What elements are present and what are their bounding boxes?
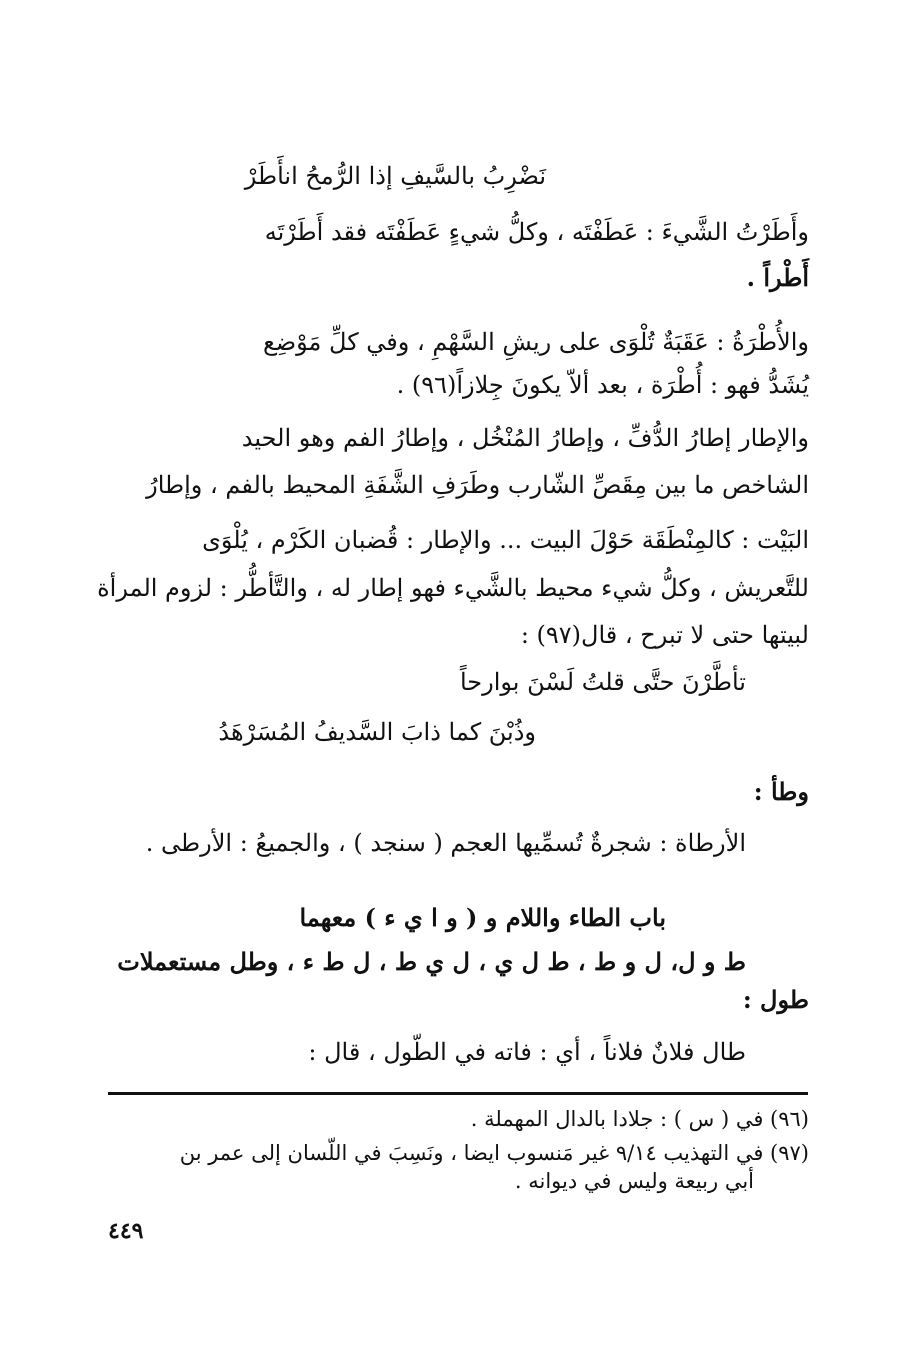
footnote: (٩٦) في ( س ) : جلادا بالدال المهملة .	[470, 1107, 809, 1131]
verse-line: وذُبْنَ كما ذابَ السَّديفُ المُسَرْهَدُ	[218, 718, 536, 746]
paragraph-line: لبيتها حتى لا تبرح ، قال(٩٧) :	[520, 621, 809, 649]
paragraph-line: أَطْراً .	[746, 263, 809, 292]
paragraph-line: يُشَدُّ فهو : أُطْرَة ، بعد ألاّ يكونَ جِلازاً(٩٦) .	[396, 371, 809, 399]
paragraph-line: الأرطاة : شجرةٌ تُسمِّيها العجم ( سنجد ) ، والجميعُ : الأرطى .	[145, 829, 746, 857]
paragraph-line: طال فلانٌ فلاناً ، أي : فاته في الطّول ، قال :	[308, 1038, 746, 1066]
paragraph-line: وأَطَرْتُ الشَّيءَ : عَطَفْتَه ، وكلُّ شيءٍ عَطَفْتَه فقد أَطَرْتَه	[264, 218, 809, 246]
verse-line: تأطَّرْنَ حتَّى قلتُ لَسْنَ بوارحاً	[459, 668, 746, 696]
footnote-divider	[108, 1092, 808, 1095]
chapter-subtitle: ط و ل، ل و ط ، ط ل ي ، ل ي ط ، ل ط ء ، وطل مستعملات	[117, 947, 746, 976]
paragraph-line: والأُطْرَةُ : عَقَبَةٌ تُلْوَى على ريشِ السَّهْمِ ، وفي كلِّ مَوْضِع	[263, 328, 809, 356]
entry-heading: طول :	[742, 985, 809, 1014]
chapter-title: باب الطاء واللام و ( و ا ي ء ) معهما	[299, 903, 666, 932]
paragraph-line: الشاخص ما بين مِقَصِّ الشّارب وطَرَفِ الشَّفَةِ المحيط بالفم ، وإطارُ	[146, 471, 809, 499]
footnote: (٩٧) في التهذيب ٩/١٤ غير مَنسوب ايضا ، ونَسِبَ في اللّسان إلى عمر بن	[179, 1141, 809, 1165]
paragraph-line: والإطار إطارُ الدُّفِّ ، وإطارُ المُنْخُل ، وإطارُ الفم وهو الحيد	[241, 424, 809, 452]
entry-heading: وطأ :	[753, 777, 809, 806]
paragraph-line: للتَّعريش ، وكلُّ شيء محيط بالشَّيء فهو إطار له ، والتَّأطُّر : لزوم المرأة	[97, 574, 809, 602]
footnote: أبي ربيعة وليس في ديوانه .	[514, 1169, 754, 1193]
verse-line: نَضْرِبُ بالسَّيفِ إذا الرُّمحُ انأَطَرْ	[244, 162, 546, 190]
page-number: ٤٤٩	[108, 1218, 144, 1244]
paragraph-line: البَيْت : كالمِنْطَقَة حَوْلَ البيت ... والإطار : قُضبان الكَرْم ، يُلْوَى	[202, 526, 809, 554]
